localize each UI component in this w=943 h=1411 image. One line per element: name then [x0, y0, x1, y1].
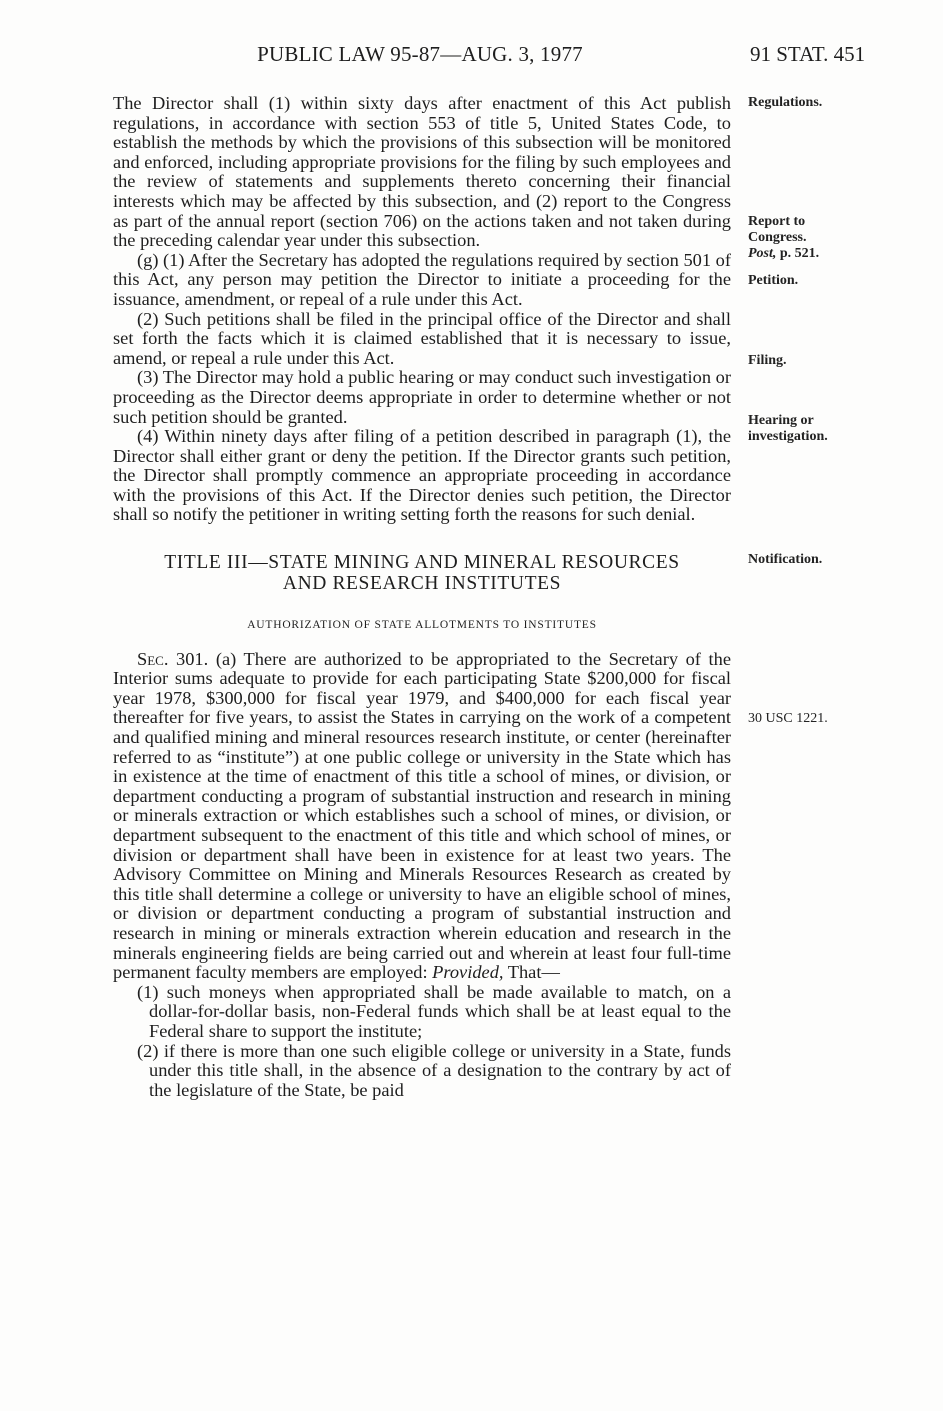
margin-note-petition: Petition. [748, 273, 799, 288]
post-page: p. 521. [776, 246, 820, 261]
margin-note-hearing-line-2: investigation. [748, 429, 828, 444]
that-text: That— [503, 962, 560, 983]
margin-note-hearing-line-1: Hearing or [748, 413, 814, 428]
margin-note-hearing [748, 413, 918, 445]
margin-note-filing: Filing. [748, 353, 787, 368]
header-stat-citation: 91 STAT. 451 [750, 42, 866, 66]
margin-note-usc-citation: 30 USC 1221. [748, 711, 828, 726]
margin-note-notification: Notification. [748, 552, 823, 567]
paragraph-item-2: (2) if there is more than one such eligible college or university in a State, funds under this title shall, in the absence of a designation to the contrary by act of the legislature of the State, be paid [137, 1040, 731, 1100]
margin-note-regulations: Regulations. [748, 95, 823, 110]
section-subheading: AUTHORIZATION OF STATE ALLOTMENTS TO INSTITUTES [247, 619, 597, 632]
paragraph-g3-hearing: (3) The Director may hold a public hearing or may conduct such investigation or proceeding as the Director deems appropriate in order to determine whether or not such petition should be granted. [113, 367, 731, 427]
margin-note-post [748, 246, 918, 262]
header-title: PUBLIC LAW 95-87—AUG. 3, 1977 [257, 42, 583, 66]
section-label: Sec. 301. [137, 648, 209, 669]
paragraph-g2-filing: (2) Such petitions shall be filed in the principal office of the Director and shall set forth the facts which it is claimed established that it is necessary to issue, amend, or repeal a rule under this Act. [113, 308, 731, 368]
margin-note-report [748, 214, 918, 262]
paragraph-sec-301 [113, 650, 731, 983]
paragraph-director-regulations: The Director shall (1) within sixty days after enactment of this Act publish regulations, in accordance with section 553 of title 5, United States Code, to establish the methods by which the provisions of this subsection will be monitored and enforced, including appropriate provisions for the filing by such employees and the review of statements and supplements thereto concerning their financial interests which may be affected by this subsection, and (2) report to the Congress as part of the annual report (section 706) on the actions taken and not taken during the preceding calendar year under this subsection. [113, 93, 731, 251]
paragraph-item-1: (1) such moneys when appropriated shall be made available to match, on a dollar-for-dollar basis, non-Federal funds which shall be at least equal to the Federal share to support the institute; [137, 981, 731, 1041]
margin-note-report-line-1: Report to [748, 214, 806, 229]
margin-note-report-line-2: Congress. [748, 230, 807, 245]
title-heading-line-2: AND RESEARCH INSTITUTES [282, 573, 562, 595]
provided-italic: Provided, [432, 962, 504, 983]
body-text-column [113, 94, 731, 1100]
post-italic: Post, [748, 246, 777, 261]
paragraph-g4-notification: (4) Within ninety days after filing of a petition described in paragraph (1), the Director shall either grant or deny the petition. If the Director grants such petition, the Director shall promptly commence an appropriate proceeding in accordance with the provisions of this Act. If the Director denies such petition, the Director shall so notify the petitioner in writing setting forth the reasons for such denial. [113, 426, 731, 525]
sec-301-text: (a) There are authorized to be appropriated to the Secretary of the Interior sums adequate to provide for each participating State $200,000 for fiscal year 1978, $300,000 for fiscal year 1979, and $400,000 for each fiscal year thereafter for five years, to assist the States in carrying on the work of a competent and qualified mining and mineral resources research institute, or center (hereinafter referred to as “institute”) at one public college or university in the State which has in existence at the time of enactment of this title a school of mines, or division, or department conducting a program of substantial instruction and research in mining or minerals extraction or which establishes such a school of mines, or division, or department subsequent to the enactment of this title and which school of mines, or division or department shall have been in existence for at least two years. The Advisory Committee on Mining and Minerals Resources Research as created by this title shall determine a college or university to have an eligible school of mines, or division or department conducting a program of substantial instruction and research in mining or minerals extraction wherein education and research in the minerals engineering fields are being carried out and wherein at least four full-time permanent faculty members are employed: [113, 648, 731, 983]
page-header [0, 42, 943, 72]
title-heading-line-1: TITLE III—STATE MINING AND MINERAL RESOURCES [164, 552, 680, 574]
paragraph-g1-petition: (g) (1) After the Secretary has adopted the regulations required by section 501 of this Act, any person may petition the Director to initiate a proceeding for the issuance, amendment, or repeal of a rule under this Act. [113, 249, 731, 309]
